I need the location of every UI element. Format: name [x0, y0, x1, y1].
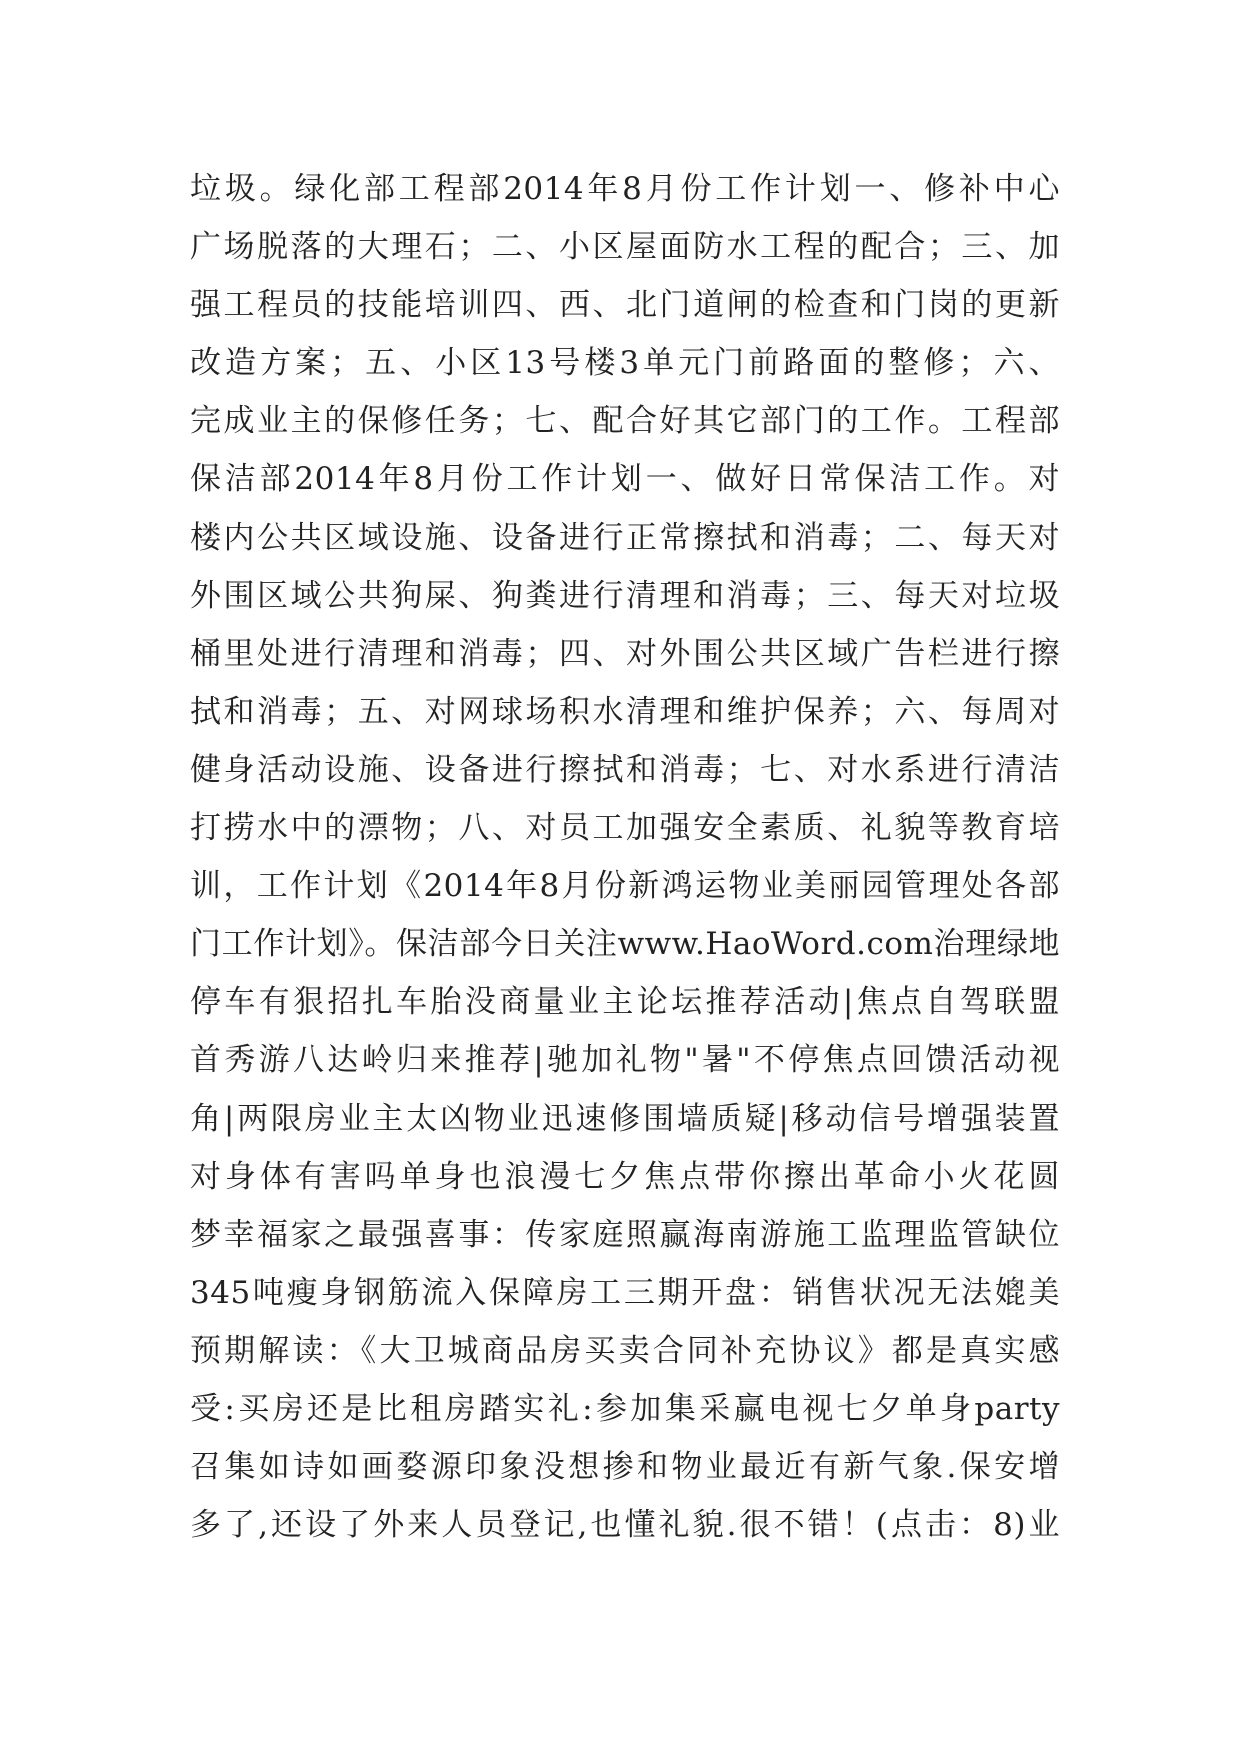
text-line: 强工程员的技能培训四、西、北门道闸的检查和门岗的更新 [190, 287, 1060, 324]
text-line: 首秀游八达岭归来推荐|驰加礼物"暑"不停焦点回馈活动视 [190, 1042, 1060, 1079]
text-line: 角|两限房业主太凶物业迅速修围墙质疑|移动信号增强装置 [190, 1100, 1060, 1137]
text-line: 保洁部2014年8月份工作计划一、做好日常保洁工作。对 [190, 461, 1060, 498]
text-line: 桶里处进行清理和消毒；四、对外围公共区域广告栏进行擦 [190, 635, 1060, 672]
text-line: 训，工作计划《2014年8月份新鸿运物业美丽园管理处各部 [190, 868, 1060, 905]
text-line: 广场脱落的大理石；二、小区屋面防水工程的配合；三、加 [190, 229, 1060, 266]
text-line: 停车有狠招扎车胎没商量业主论坛推荐活动|焦点自驾联盟 [190, 984, 1060, 1021]
text-line: 外围区域公共狗屎、狗粪进行清理和消毒；三、每天对垃圾 [190, 577, 1060, 614]
text-line: 拭和消毒；五、对网球场积水清理和维护保养；六、每周对 [190, 693, 1060, 730]
text-line: 受:买房还是比租房踏实礼:参加集采赢电视七夕单身party [190, 1390, 1060, 1427]
text-line: 预期解读：《大卫城商品房买卖合同补充协议》都是真实感 [190, 1332, 1060, 1369]
text-line: 健身活动设施、设备进行擦拭和消毒；七、对水系进行清洁 [190, 751, 1060, 788]
text-line: 梦幸福家之最强喜事：传家庭照赢海南游施工监理监管缺位 [190, 1216, 1060, 1253]
text-line: 完成业主的保修任务；七、配合好其它部门的工作。工程部 [190, 403, 1060, 440]
text-line: 召集如诗如画婺源印象没想掺和物业最近有新气象.保安增 [190, 1449, 1060, 1486]
text-line: 对身体有害吗单身也浪漫七夕焦点带你擦出革命小火花圆 [190, 1158, 1060, 1195]
text-line: 多了,还设了外来人员登记,也懂礼貌.很不错！(点击：8)业 [190, 1507, 1060, 1544]
text-line: 改造方案；五、小区13号楼3单元门前路面的整修；六、 [190, 345, 1060, 382]
text-line: 垃圾。绿化部工程部2014年8月份工作计划一、修补中心 [190, 171, 1060, 207]
text-line: 门工作计划》。保洁部今日关注www.HaoWord.com治理绿地 [190, 926, 1060, 963]
body-text [190, 160, 1060, 1554]
text-line: 打捞水中的漂物；八、对员工加强安全素质、礼貌等教育培 [190, 810, 1060, 847]
text-line: 345吨瘦身钢筋流入保障房工三期开盘：销售状况无法媲美 [190, 1274, 1060, 1311]
text-line: 楼内公共区域设施、设备进行正常擦拭和消毒；二、每天对 [190, 519, 1060, 556]
